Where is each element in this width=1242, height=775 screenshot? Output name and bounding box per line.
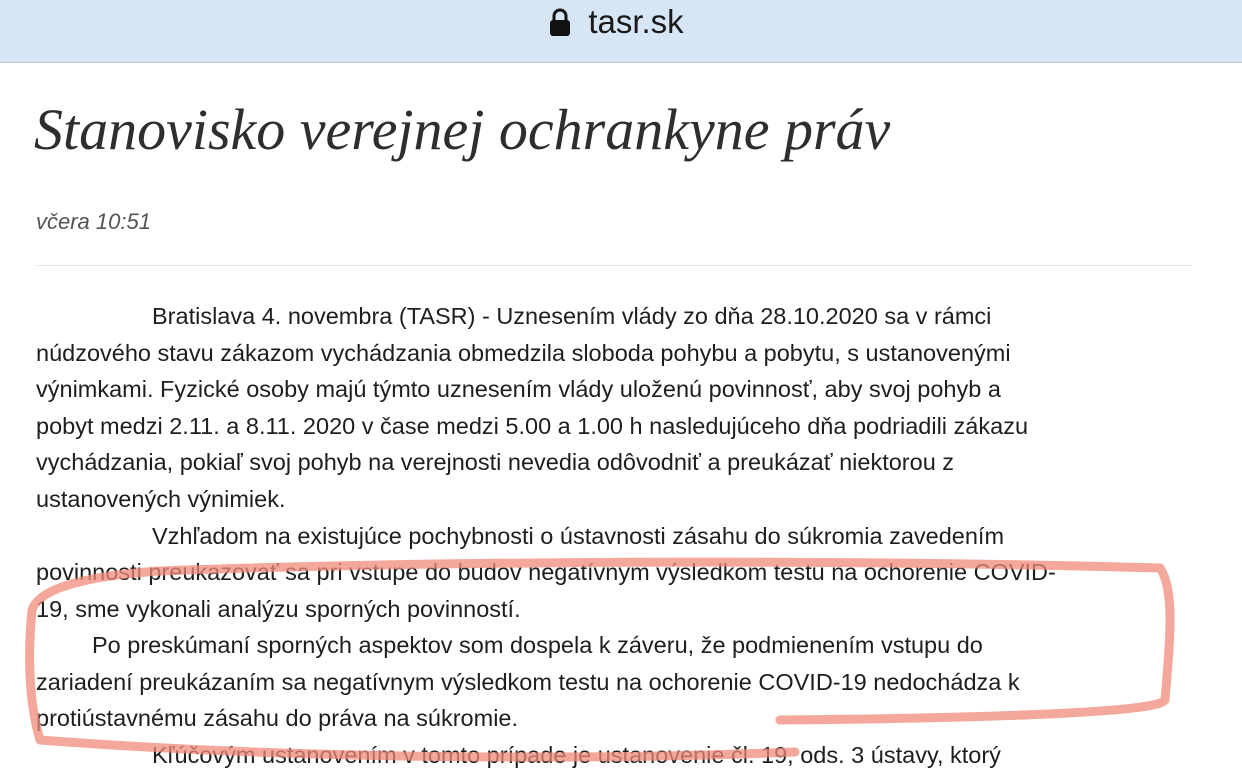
paragraph-line: pobyt medzi 2.11. a 8.11. 2020 v čase medzi 5.00 a 1.00 h nasledujúceho dňa podriadili zákazu: [36, 413, 1029, 439]
paragraph-line: výnimkami. Fyzické osoby majú týmto uznesením vlády uloženú povinnosť, aby svoj pohyb a: [36, 376, 1001, 402]
article-date: včera 10:51: [36, 209, 151, 234]
paragraph-line: núdzového stavu zákazom vychádzania obmedzila sloboda pohybu a pobytu, s ustanovenými: [36, 340, 1011, 366]
paragraph-line: Bratislava 4. novembra (TASR) - Uznesením vlády zo dňa 28.10.2020 sa v rámci: [152, 303, 992, 329]
address-bar[interactable]: [0, 0, 1242, 63]
divider: [36, 265, 1191, 266]
paragraph-line: Po preskúmaní sporných aspektov som dospela k záveru, že podmienením vstupu do: [92, 632, 983, 658]
paragraph-line: protiústavnému zásahu do práva na súkromie.: [36, 705, 519, 731]
paragraph-line: zariadení preukázaním sa negatívnym výsledkom testu na ochorenie COVID-19 nedochádza k: [36, 669, 1020, 695]
paragraph-line: Vzhľadom na existujúce pochybnosti o ústavnosti zásahu do súkromia zavedením: [152, 523, 1005, 549]
paragraph-line: povinnosti preukazovať sa pri vstupe do budov negatívnym výsledkom testu na ochorenie COVID-: [36, 559, 1056, 585]
article-title: Stanovisko verejnej ochrankyne práv: [34, 97, 891, 162]
paragraph-line: ustanovených výnimiek.: [36, 486, 286, 512]
paragraph-line: vychádzania, pokiaľ svoj pohyb na verejnosti nevedia odôvodniť a preukázať niektorou z: [36, 449, 955, 475]
url-domain[interactable]: tasr.sk: [588, 3, 684, 40]
paragraph-line: 19, sme vykonali analýzu sporných povinností.: [36, 596, 521, 622]
paragraph-line: Kľúčovým ustanovením v tomto prípade je ustanovenie čl. 19, ods. 3 ústavy, ktorý: [152, 742, 1001, 768]
